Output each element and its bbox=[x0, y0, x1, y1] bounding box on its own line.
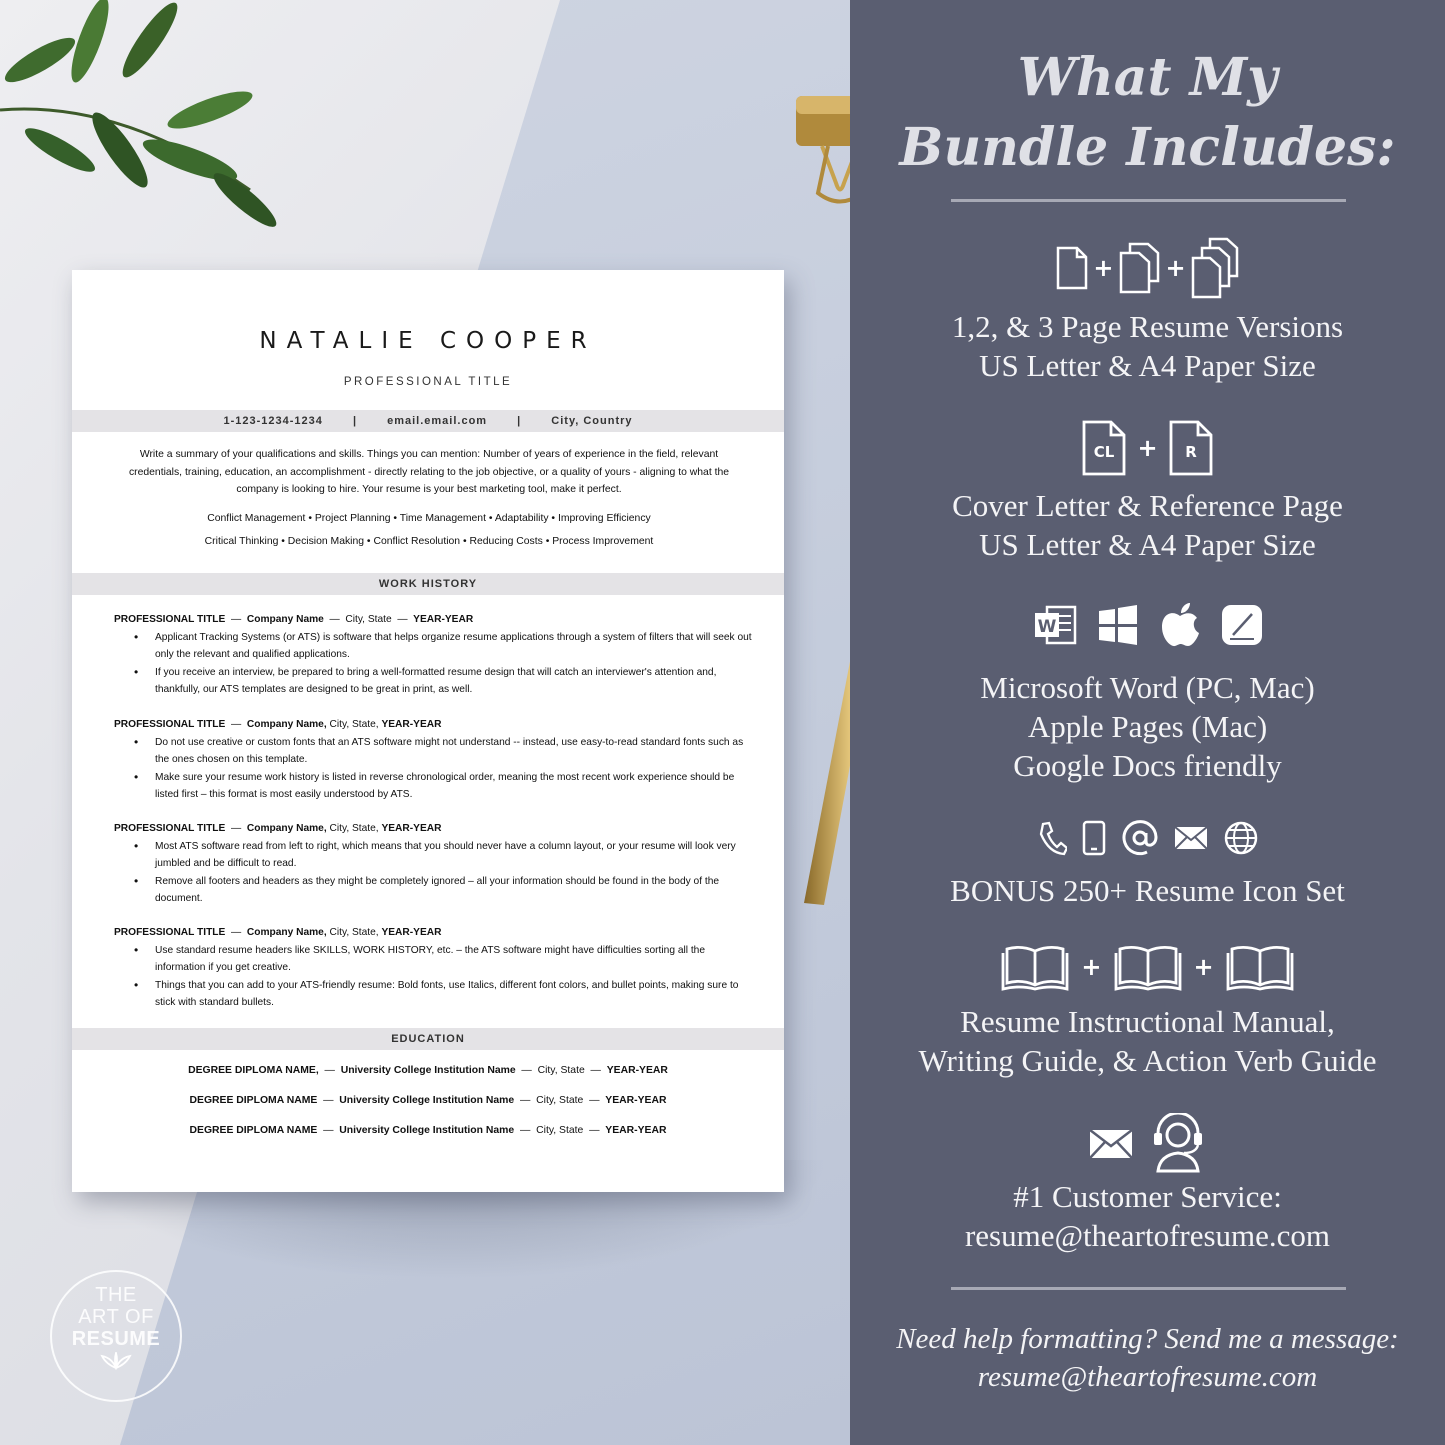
software-text: Apple Pages (Mac) bbox=[1027, 709, 1268, 744]
job-bullet: • Use standard resume headers like SKILLS, WORK HISTORY, etc. – the ATS software might have difficulties sorting all the information if you get creative. bbox=[114, 942, 754, 977]
job-location: City, State, bbox=[329, 823, 379, 834]
manual-text: Resume Instructional Manual, bbox=[960, 1004, 1335, 1039]
binder-clip-image bbox=[790, 88, 850, 213]
job-title: PROFESSIONAL TITLE bbox=[114, 823, 226, 834]
dash: — bbox=[519, 1125, 531, 1136]
plus-sign: + bbox=[1093, 254, 1114, 282]
job-years: YEAR-YEAR bbox=[381, 927, 442, 938]
summary-text: Write a summary of your qualifications and skills. Things you can mention: Number of years of experience in the field, relevant credentials, training, education, an accomplishment - directly relating to the job objective, or a quality of yours - aligning to what the company is looking to hire. Your resume is your best marketing tool, make it perfect. bbox=[128, 449, 730, 495]
olive-branch-image bbox=[0, 0, 300, 260]
school-location: City, State bbox=[536, 1095, 584, 1106]
education-entry bbox=[72, 1095, 784, 1106]
school-name: University College Institution Name bbox=[339, 1125, 515, 1136]
book-icon bbox=[1114, 943, 1182, 991]
separator: | bbox=[517, 415, 522, 427]
contact-bar bbox=[72, 410, 784, 432]
job-years: YEAR-YEAR bbox=[413, 614, 474, 625]
divider bbox=[951, 1287, 1346, 1290]
software-text: Google Docs friendly bbox=[1013, 748, 1282, 783]
company-name: Company Name, bbox=[246, 719, 327, 730]
job-entry bbox=[114, 611, 754, 699]
pages-icon bbox=[1221, 604, 1263, 646]
resume-title: PROFESSIONAL TITLE bbox=[343, 376, 513, 388]
resume-name: NATALIE COOPER bbox=[259, 328, 597, 354]
plus-sign: + bbox=[1081, 953, 1102, 981]
watermark-logo bbox=[50, 1270, 182, 1402]
panel-heading: What My bbox=[1017, 47, 1278, 108]
job-bullet: • Remove all footers and headers as they might be completely ignored – all your information should be found in the body of the document. bbox=[114, 873, 754, 908]
job-bullet: • If you receive an interview, be prepared to bring a well-formatted resume design that will catch an interviewer's attention and, thankfully, our ATS templates are designed to be great in print, as well. bbox=[114, 664, 754, 699]
dash: — bbox=[397, 614, 408, 625]
r-label: R bbox=[1184, 443, 1197, 461]
work-history-heading: WORK HISTORY bbox=[72, 573, 784, 595]
customer-service-text: #1 Customer Service: bbox=[1013, 1179, 1282, 1214]
job-location: City, State, bbox=[329, 719, 379, 730]
job-bullet: • Most ATS software read from left to right, which means that you should never have a column layout, or your resume will look very jumbled and be difficult to read. bbox=[114, 838, 754, 873]
reference-icon bbox=[1168, 419, 1214, 477]
bonus-text: BONUS 250+ Resume Icon Set bbox=[950, 873, 1345, 908]
education-entry bbox=[72, 1065, 784, 1076]
job-years: YEAR-YEAR bbox=[381, 823, 442, 834]
cl-label: CL bbox=[1094, 443, 1115, 461]
watermark-text: RESUME bbox=[71, 1328, 161, 1350]
school-name: University College Institution Name bbox=[339, 1095, 515, 1106]
job-entry bbox=[114, 716, 754, 804]
leaf-icon bbox=[96, 1352, 136, 1370]
resume-preview bbox=[72, 270, 784, 1192]
book-icon bbox=[1226, 943, 1294, 991]
windows-icon bbox=[1097, 604, 1139, 646]
dash: — bbox=[329, 614, 340, 625]
company-name: Company Name, bbox=[246, 927, 327, 938]
software-text: Microsoft Word (PC, Mac) bbox=[980, 670, 1315, 705]
dash: — bbox=[323, 1095, 334, 1106]
bonus-icon-set bbox=[850, 818, 1445, 858]
plus-sign: + bbox=[1137, 434, 1158, 462]
job-title: PROFESSIONAL TITLE bbox=[114, 927, 226, 938]
separator: | bbox=[352, 415, 358, 427]
job-entry bbox=[114, 924, 754, 1012]
school-location: City, State bbox=[537, 1065, 585, 1076]
three-documents-icon bbox=[1190, 236, 1240, 300]
job-bullet: • Make sure your resume work history is listed in reverse chronological order, meaning the most recent work experience should be listed first – this format is most easily understood by ATS. bbox=[114, 769, 754, 804]
dash: — bbox=[590, 1065, 601, 1076]
mail-icon bbox=[1173, 825, 1209, 851]
help-email[interactable]: resume@theartofresume.com bbox=[977, 1361, 1318, 1393]
page-versions-text: 1,2, & 3 Page Resume Versions bbox=[951, 309, 1344, 344]
dash: — bbox=[324, 1065, 335, 1076]
divider bbox=[951, 199, 1346, 202]
job-location: City, State bbox=[345, 614, 392, 625]
job-bullet: • Things that you can add to your ATS-friendly resume: Bold fonts, use Italics, different font colors, and bullet points, making sure to stick with standard bullets. bbox=[114, 977, 754, 1012]
education-heading: EDUCATION bbox=[72, 1028, 784, 1050]
book-icon bbox=[1001, 943, 1069, 991]
dash: — bbox=[231, 719, 242, 730]
gold-pen-image bbox=[790, 495, 850, 915]
job-title: PROFESSIONAL TITLE bbox=[114, 719, 226, 730]
watermark-text: THE bbox=[95, 1284, 137, 1306]
dash: — bbox=[323, 1125, 334, 1136]
mobile-icon bbox=[1081, 820, 1107, 856]
company-name: Company Name, bbox=[246, 823, 327, 834]
location-text: City, Country bbox=[551, 415, 633, 427]
education-entry bbox=[72, 1125, 784, 1136]
service-icons bbox=[850, 1112, 1445, 1174]
paper-size-text: US Letter & A4 Paper Size bbox=[979, 527, 1316, 562]
degree-name: DEGREE DIPLOMA NAME bbox=[189, 1095, 318, 1106]
job-bullet: • Applicant Tracking Systems (or ATS) is software that helps organize resume applications through a system of filters that will seek out only the relevant and qualified applications. bbox=[114, 629, 754, 664]
cover-letter-icons bbox=[850, 418, 1445, 478]
education-years: YEAR-YEAR bbox=[606, 1065, 668, 1076]
document-icon bbox=[1055, 245, 1089, 291]
headset-icon bbox=[1148, 1113, 1208, 1173]
school-location: City, State bbox=[536, 1125, 584, 1136]
dash: — bbox=[589, 1125, 600, 1136]
panel-heading: Bundle Includes: bbox=[899, 117, 1396, 178]
cover-letter-icon bbox=[1081, 419, 1127, 477]
globe-icon bbox=[1223, 820, 1259, 856]
dash: — bbox=[231, 823, 242, 834]
two-documents-icon bbox=[1118, 241, 1162, 295]
job-location: City, State, bbox=[329, 927, 379, 938]
plus-sign: + bbox=[1165, 254, 1186, 282]
dash: — bbox=[521, 1065, 532, 1076]
dash: — bbox=[589, 1095, 600, 1106]
education-years: YEAR-YEAR bbox=[605, 1125, 667, 1136]
job-bullet: • Do not use creative or custom fonts that an ATS software might not understand -- instead, use easy-to-read standard fonts such as the ones chosen on this template. bbox=[114, 734, 754, 769]
dash: — bbox=[231, 614, 242, 625]
customer-service-email[interactable]: resume@theartofresume.com bbox=[964, 1218, 1331, 1253]
company-name: Company Name bbox=[246, 614, 324, 625]
skills-row: Conflict Management • Project Planning • Time Management • Adaptability • Improving Efficiency bbox=[207, 513, 651, 524]
guide-icons bbox=[850, 942, 1445, 992]
paper-size-text: US Letter & A4 Paper Size bbox=[979, 348, 1316, 383]
word-icon bbox=[1033, 604, 1077, 646]
degree-name: DEGREE DIPLOMA NAME, bbox=[188, 1065, 319, 1076]
job-title: PROFESSIONAL TITLE bbox=[114, 614, 226, 625]
manual-text: Writing Guide, & Action Verb Guide bbox=[918, 1043, 1377, 1078]
svg-text:W: W bbox=[1037, 617, 1056, 637]
phone-icon bbox=[1037, 820, 1067, 856]
degree-name: DEGREE DIPLOMA NAME bbox=[189, 1125, 318, 1136]
education-years: YEAR-YEAR bbox=[605, 1095, 667, 1106]
job-entry bbox=[114, 820, 754, 908]
apple-icon bbox=[1159, 602, 1201, 648]
dash: — bbox=[519, 1095, 531, 1106]
bundle-panel bbox=[850, 0, 1445, 1445]
at-icon bbox=[1121, 819, 1159, 857]
dash: — bbox=[231, 927, 242, 938]
plus-sign: + bbox=[1193, 953, 1214, 981]
watermark-text: ART OF bbox=[78, 1306, 154, 1328]
software-icons bbox=[850, 602, 1445, 648]
cover-letter-text: Cover Letter & Reference Page bbox=[952, 488, 1343, 523]
email-text: email.email.com bbox=[387, 415, 488, 427]
school-name: University College Institution Name bbox=[340, 1065, 516, 1076]
job-years: YEAR-YEAR bbox=[381, 719, 442, 730]
mail-icon bbox=[1088, 1126, 1134, 1160]
skills-row: Critical Thinking • Decision Making • Conflict Resolution • Reducing Costs • Process Improvement bbox=[204, 536, 654, 547]
phone-text: 1-123-1234-1234 bbox=[223, 415, 323, 427]
help-text: Need help formatting? Send me a message: bbox=[896, 1323, 1399, 1355]
page-versions-icons bbox=[850, 236, 1445, 300]
